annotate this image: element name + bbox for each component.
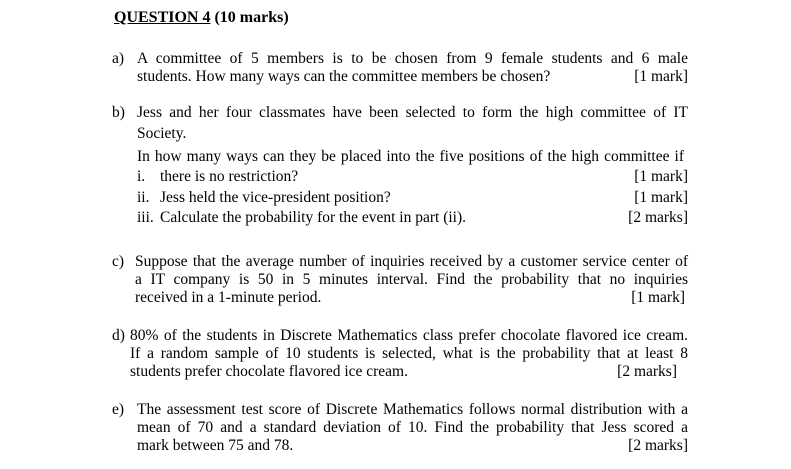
part-d-line-2: If a random sample of 10 students is selected, what is the probability that at least 8 [130,345,688,362]
part-c-label: c) [112,253,125,270]
part-a-mark: [1 mark] [634,68,688,85]
part-b-i-text: there is no restriction? [160,168,299,185]
part-b-line-3: In how many ways can they be placed into the five positions of the high committee if [137,148,684,165]
part-c-line-3: received in a 1-minute period. [135,289,322,306]
part-c-mark: [1 mark] [631,289,685,306]
part-b-iii-label: iii. [137,209,154,226]
part-b-i-label: i. [137,168,146,185]
part-e-line-2: mean of 70 and a standard deviation of 10. Find the probability that Jess scored a [137,419,688,436]
part-e-line-1: The assessment test score of Discrete Mathematics follows normal distribution with a [137,401,688,418]
question-marks: (10 marks) [214,9,289,26]
part-b-ii-text: Jess held the vice-president position? [160,189,391,206]
question-number: QUESTION 4 [114,9,211,26]
part-d-mark: [2 marks] [617,363,677,380]
part-e-line-3: mark between 75 and 78. [137,437,294,454]
part-c-line-2: a IT company is 50 in 5 minutes interval. Find the probability that no inquiries [135,271,688,288]
part-e-label: e) [112,401,125,418]
part-e-mark: [2 marks] [628,437,688,454]
part-a-label: a) [112,50,125,67]
part-d-line-3: students prefer chocolate flavored ice cream. [130,363,408,380]
part-c-line-1: Suppose that the average number of inquiries received by a customer service center of [135,253,688,270]
part-b-iii-text: Calculate the probability for the event in part (ii). [160,209,467,226]
part-a-line-2: students. How many ways can the committee members be chosen? [137,68,551,85]
part-d-line-1: 80% of the students in Discrete Mathematics class prefer chocolate flavored ice cream. [130,327,688,344]
question-heading [114,9,289,27]
part-b-ii-mark: [1 mark] [634,189,688,206]
part-d-label: d) [112,327,125,344]
part-b-ii-label: ii. [137,189,150,206]
part-b-line-1: Jess and her four classmates have been selected to form the high committee of IT [137,104,688,121]
part-b-label: b) [112,104,125,121]
part-b-line-2: Society. [137,125,187,142]
part-b-i-mark: [1 mark] [634,168,688,185]
part-b-iii-mark: [2 marks] [628,209,688,226]
part-a-line-1: A committee of 5 members is to be chosen from 9 female students and 6 male [137,50,688,67]
